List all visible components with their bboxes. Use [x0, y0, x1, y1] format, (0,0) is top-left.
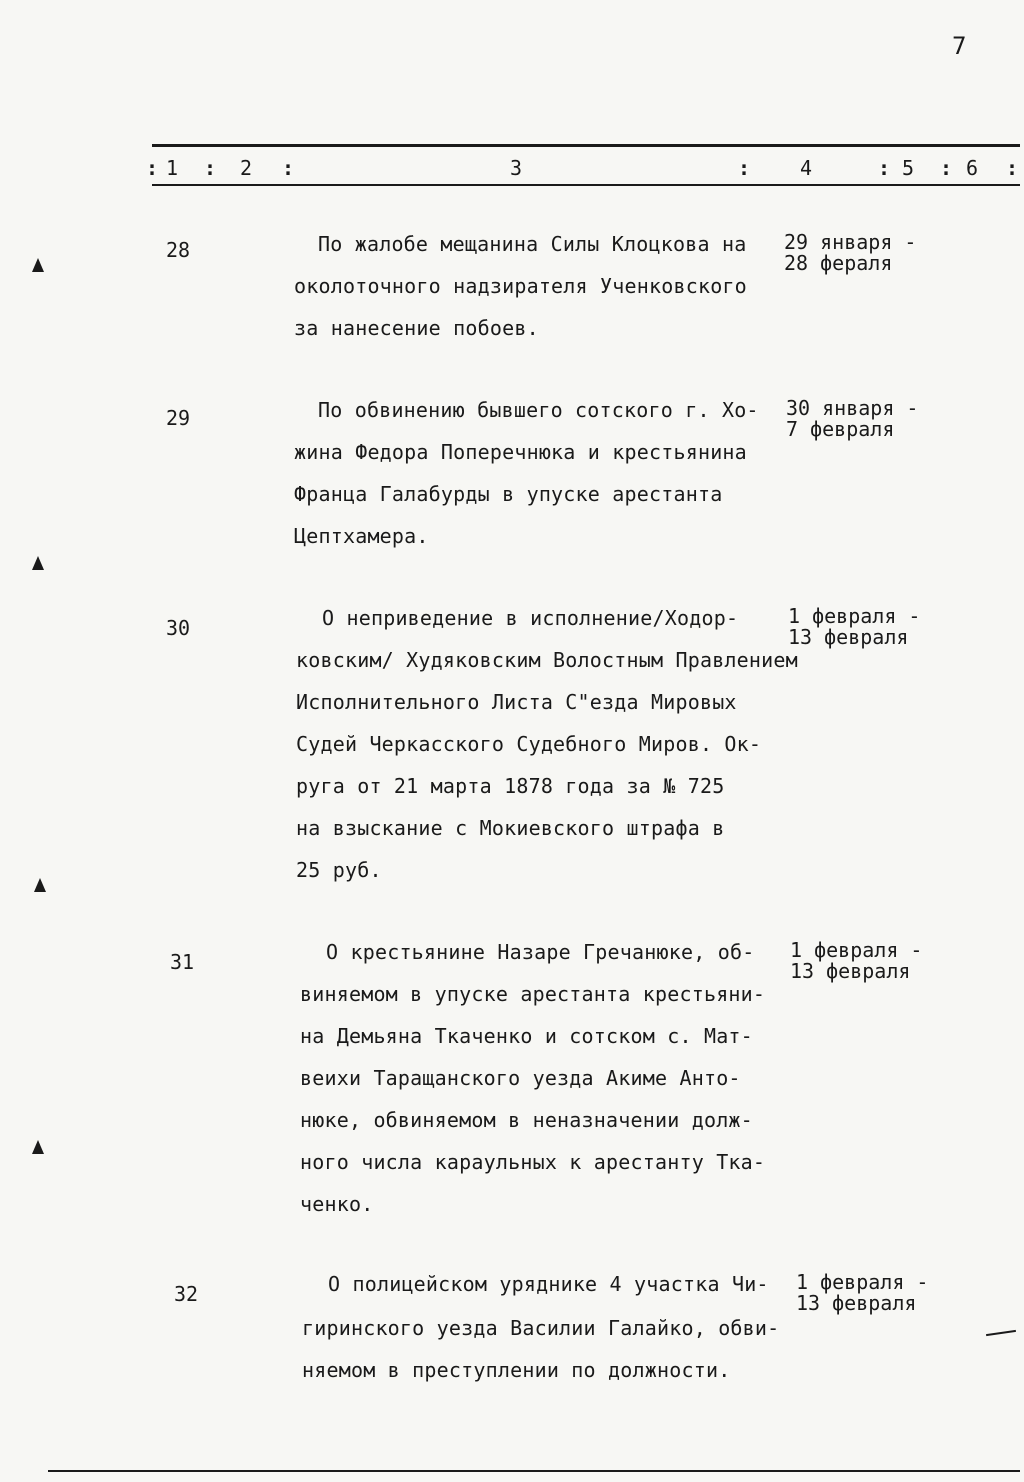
entry-text-line: По жалобе мещанина Силы Клоцкова на [318, 232, 747, 256]
page-number: 7 [952, 32, 967, 60]
entry-date-to: 7 февраля [786, 417, 895, 441]
column-separator: : [204, 156, 217, 180]
entry-text-line: 25 руб. [296, 858, 382, 882]
entry-number: 30 [166, 616, 191, 640]
bottom-rule [48, 1470, 1020, 1472]
column-separator: : [1006, 156, 1019, 180]
entry-text-line: за нанесение побоев. [294, 316, 539, 340]
column-separator: : [940, 156, 953, 180]
entry-text-line: жина Федора Поперечнюка и крестьянина [294, 440, 747, 464]
entry-date-to: 13 февраля [788, 625, 909, 649]
entry-text-line: околоточного надзирателя Ученковского [294, 274, 747, 298]
entry-date-to: 13 февраля [790, 959, 911, 983]
entry-date-to: 28 фераля [784, 251, 893, 275]
entry-date-from: 1 февраля - [790, 938, 923, 962]
column-separator: : [146, 156, 159, 180]
entry-text-line: По обвинению бывшего сотского г. Хо- [318, 398, 759, 422]
header-top-rule [152, 144, 1020, 147]
binding-mark [32, 1140, 44, 1154]
entry-date-to: 13 февраля [796, 1291, 917, 1315]
binding-mark [34, 878, 46, 892]
column-number-4: 4 [800, 156, 813, 180]
entry-text-line: нюке, обвиняемом в неназначении долж- [300, 1108, 753, 1132]
column-number-3: 3 [510, 156, 523, 180]
column-separator: : [878, 156, 891, 180]
entry-text-line: на взыскание с Мокиевского штрафа в [296, 816, 725, 840]
column-separator: : [282, 156, 295, 180]
column-number-6: 6 [966, 156, 979, 180]
entry-number: 28 [166, 238, 191, 262]
entry-text-line: веихи Таращанского уезда Акиме Анто- [300, 1066, 741, 1090]
entry-number: 31 [170, 950, 195, 974]
column-header-row [0, 156, 1024, 184]
ink-stroke [986, 1330, 1016, 1336]
entry-text-line: на Демьяна Ткаченко и сотском с. Мат- [300, 1024, 753, 1048]
entry-text-line: ковским/ Худяковским Волостным Правлением [296, 648, 798, 672]
entry-text-line: гиринского уезда Василии Галайко, обви- [302, 1316, 780, 1340]
header-bottom-rule [152, 184, 1020, 186]
entry-text-line: руга от 21 марта 1878 года за № 725 [296, 774, 725, 798]
entry-date-from: 29 января - [784, 230, 917, 254]
entry-text-line: виняемом в упуске арестанта крестьяни- [300, 982, 766, 1006]
entry-number: 32 [174, 1282, 199, 1306]
column-number-2: 2 [240, 156, 253, 180]
column-number-1: 1 [166, 156, 179, 180]
entry-text-line: О неприведение в исполнение/Ходор- [322, 606, 739, 630]
entry-text-line: ного числа караульных к арестанту Тка- [300, 1150, 766, 1174]
entry-date-from: 1 февраля - [788, 604, 921, 628]
entry-text-line: няемом в преступлении по должности. [302, 1358, 731, 1382]
entry-text-line: Исполнительного Листа С"езда Мировых [296, 690, 737, 714]
binding-mark [32, 258, 44, 272]
binding-mark [32, 556, 44, 570]
entry-date-from: 1 февраля - [796, 1270, 929, 1294]
entry-text-line: О крестьянине Назаре Гречанюке, об- [326, 940, 755, 964]
entry-text-line: Франца Галабурды в упуске арестанта [294, 482, 723, 506]
entry-text-line: О полицейском уряднике 4 участка Чи- [328, 1272, 769, 1296]
entry-text-line: ченко. [300, 1192, 374, 1216]
entry-date-from: 30 января - [786, 396, 919, 420]
entry-text-line: Судей Черкасского Судебного Миров. Ок- [296, 732, 762, 756]
column-number-5: 5 [902, 156, 915, 180]
entry-text-line: Цептхамера. [294, 524, 429, 548]
column-separator: : [738, 156, 751, 180]
entry-number: 29 [166, 406, 191, 430]
